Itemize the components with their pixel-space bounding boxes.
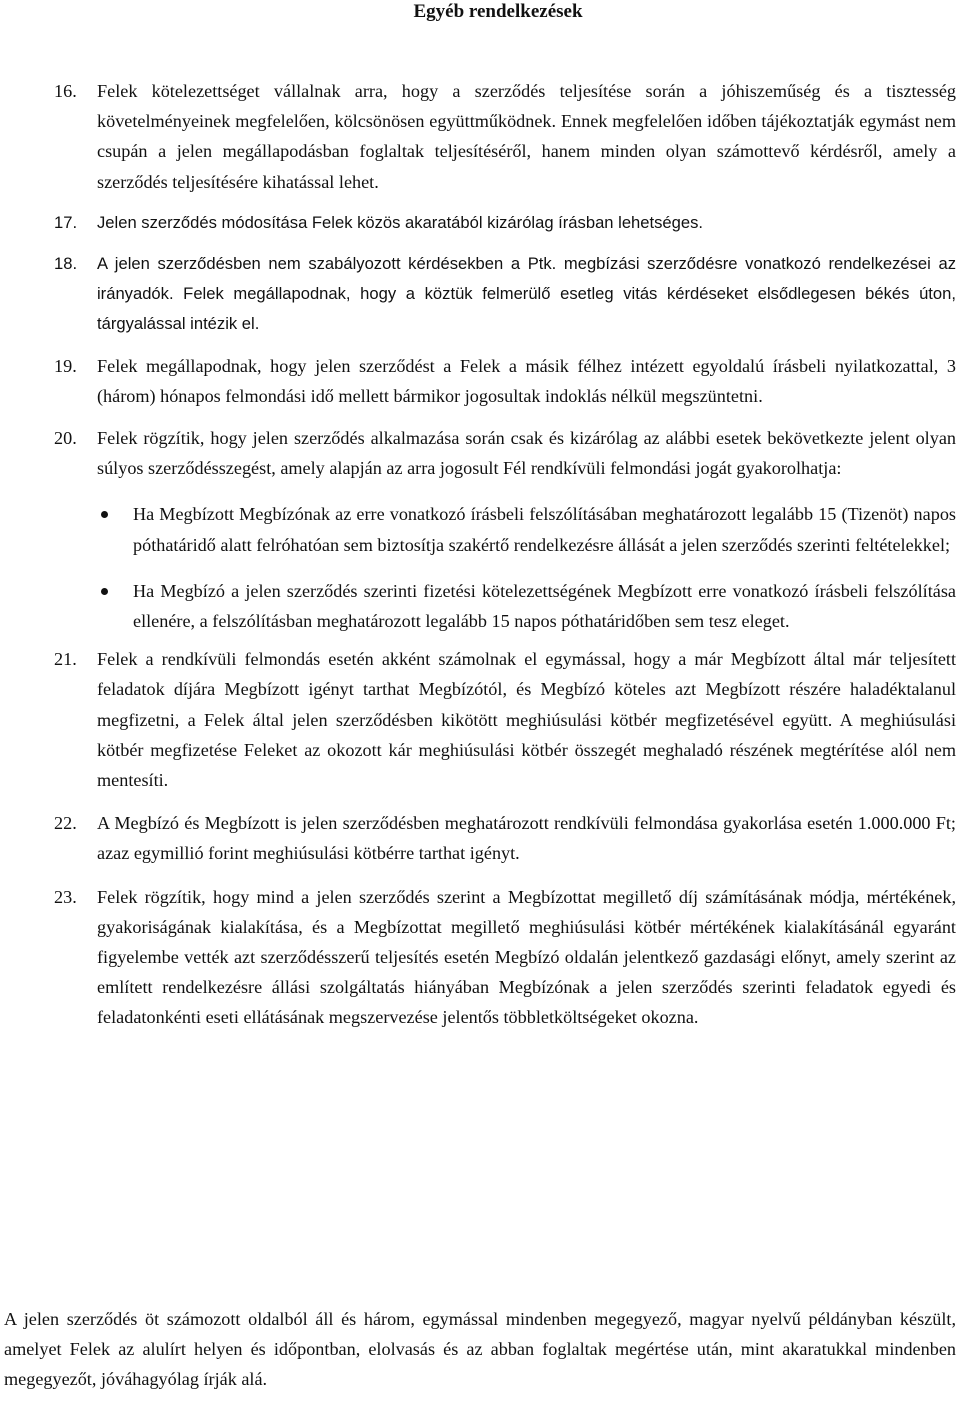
closing-paragraph: A jelen szerződés öt számozott oldalból áll és három, egymással mindenben megegyező, magyar nyelvű példányban készült, amelyet Felek az alulírt helyen és időpontban, elolvasás és az abban foglaltak megértése után, mint akaratukkal mindenben megegyezőt, jóváhagyólag írják alá. <box>4 1309 956 1390</box>
section-number: 17. <box>54 212 78 232</box>
section-18 <box>54 249 956 340</box>
section-20 <box>54 423 956 636</box>
section-number: 20. <box>54 428 77 449</box>
page-title: Egyéb rendelkezések <box>413 1 583 22</box>
section-number: 22. <box>54 813 77 834</box>
section-text: A Megbízó és Megbízott is jelen szerződésben meghatározott rendkívüli felmondása gyakorlása esetén 1.000.000 Ft; azaz egymillió forint meghiúsulási kötbérre tarthat igényt. <box>97 813 956 864</box>
section-number: 19. <box>54 355 77 376</box>
section-number: 16. <box>54 81 77 101</box>
section-21 <box>54 644 956 795</box>
sections-list <box>54 76 956 1033</box>
section-text: Felek rögzítik, hogy mind a jelen szerződés szerint a Megbízottat megillető díj számításának módja, mértékének, gyakoriságának kialakítása, és a Megbízottat megillető meghiúsulási kötbér mértékének kialakításánál egyaránt figyelembe vették azt szerződésszerű teljesítés esetén Megbízó oldalán jelentkező gazdasági előnyt, amely szerint az említett rendelkezésre állási szolgáltatás hiányában Megbízónak a jelen szerződés szerinti feladatok egyedi és feladatonkénti eseti ellátásának megszervezése jelentős többletköltségeket okozna. <box>97 886 956 1028</box>
termination-conditions-list <box>54 499 956 636</box>
list-item: Ha Megbízó a jelen szerződés szerinti fizetési kötelezettségének Megbízott erre vonatkozó írásbeli felszólítása ellenére, a felszólításban meghatározott legalább 15 napos póthatáridőben sem tesz eleget. <box>54 576 956 636</box>
section-number: 18. <box>54 254 78 274</box>
section-text: Felek rögzítik, hogy jelen szerződés alkalmazása során csak és kizárólag az alábbi esetek bekövetkezte jelent olyan súlyos szerződésszegést, amely alapján az arra jogosult Fél rendkívüli felmondási jogát gyakorolhatja: <box>97 428 956 479</box>
section-17 <box>54 208 956 238</box>
section-22 <box>54 808 956 868</box>
section-text: Felek kötelezettséget vállalnak arra, hogy a szerződés teljesítése során a jóhiszeműség és a tisztesség követelményeinek megfelelően, kölcsönösen együttműködnek. Ennek megfelelően időben tájékoztatják egymást nem csupán a jelen megállapodásban foglaltak teljesítéséről, hanem minden olyan számottevő kérdésről, amely a szerződés teljesítésére kihatással lehet. <box>97 81 956 192</box>
section-16 <box>54 76 956 197</box>
section-23 <box>54 882 956 1033</box>
section-text: Felek a rendkívüli felmondás esetén akként számolnak el egymással, hogy a már Megbízott által már teljesített feladatok díjára Megbízott igényt tarthat Megbízótól, és Megbízó köteles azt Megbízott részére haladéktalanul megfizetni, a Felek által jelen szerződésben kikötött meghiúsulási kötbér megfizetésével együtt. A meghiúsulási kötbér megfizetése Feleket az okozott kár meghiúsulási kötbér összegét meghaladó részének megtérítése alól nem mentesíti. <box>97 649 956 791</box>
section-number: 23. <box>54 886 77 907</box>
section-text: Felek megállapodnak, hogy jelen szerződést a Felek a másik félhez intézett egyoldalú írásbeli nyilatkozattal, 3 (három) hónapos felmondási idő mellett bármikor jogosultak indoklás nélkül megszüntetni. <box>97 355 956 406</box>
list-item: Ha Megbízott Megbízónak az erre vonatkozó írásbeli felszólításában meghatározott legalább 15 (Tizenöt) napos póthatáridő alatt felróhatóan sem biztosítja szakértő rendelkezésre állását a jelen szerződés szerinti feltételekkel; <box>54 499 956 559</box>
section-number: 21. <box>54 649 77 670</box>
section-text: Jelen szerződés módosítása Felek közös akaratából kizárólag írásban lehetséges. <box>97 212 704 232</box>
section-text: A jelen szerződésben nem szabályozott kérdésekben a Ptk. megbízási szerződésre vonatkozó rendelkezései az irányadók. Felek megállapodnak, hogy a köztük felmerülő esetleg vitás kérdéseket elsődlegesen békés úton, tárgyalással intézik el. <box>97 254 956 334</box>
section-19 <box>54 351 956 411</box>
